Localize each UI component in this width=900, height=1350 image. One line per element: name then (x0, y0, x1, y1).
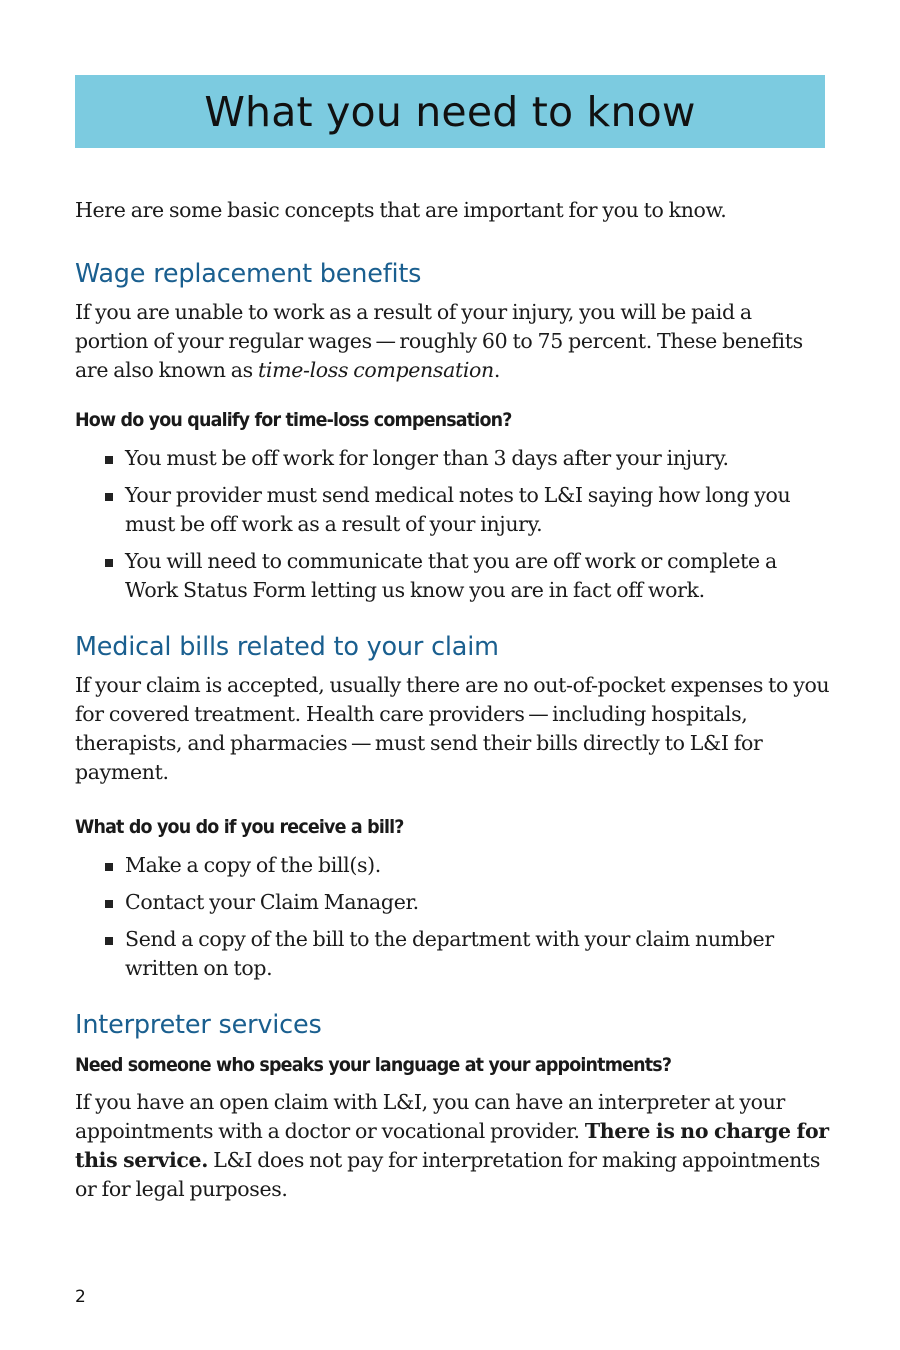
bullet-square-icon (105, 493, 113, 501)
bullet-square-icon (105, 456, 113, 464)
list-item: Contact your Claim Manager. (105, 888, 830, 917)
bullet-list-bill (105, 851, 830, 983)
list-item: You will need to communicate that you are off work or complete a Work Status Form letting us know you are in fact off work. (105, 547, 830, 605)
wage-paragraph: If you are unable to work as a result of your injury, you will be paid a portion of your regular wages — roughly 60 to 75 percent. These benefits are also known as time-loss compensation. (75, 300, 803, 382)
medical-paragraph: If your claim is accepted, usually there are no out-of-pocket expenses to you for covered treatment. Health care providers — including hospitals, therapists, and pharmacies — must send their bills directly to L&I for payment. (75, 673, 830, 784)
question-bill: What do you do if you receive a bill? (75, 816, 404, 838)
bullet-square-icon (105, 863, 113, 871)
list-item: Make a copy of the bill(s). (105, 851, 830, 880)
intro-paragraph: Here are some basic concepts that are important for you to know. (75, 198, 727, 222)
section-heading-wage: Wage replacement benefits (75, 259, 422, 289)
list-item: Your provider must send medical notes to L&I saying how long you must be off work as a result of your injury. (105, 481, 830, 539)
section-heading-medical: Medical bills related to your claim (75, 632, 499, 662)
interpreter-paragraph: If you have an open claim with L&I, you can have an interpreter at your appointments with a doctor or vocational provider. There is no charge for this service. L&I does not pay for interpretation for making appointments or for legal purposes. (75, 1090, 829, 1201)
bullet-list-time-loss (105, 444, 830, 605)
title-banner (75, 75, 825, 148)
list-item: You must be off work for longer than 3 days after your injury. (105, 444, 830, 473)
page-title: What you need to know (204, 87, 696, 136)
question-time-loss: How do you qualify for time-loss compensation? (75, 409, 512, 431)
bullet-square-icon (105, 900, 113, 908)
list-item: Send a copy of the bill to the department with your claim number written on top. (105, 925, 830, 983)
bullet-square-icon (105, 559, 113, 567)
bullet-square-icon (105, 937, 113, 945)
main-content (75, 196, 830, 1204)
page-number: 2 (75, 1287, 86, 1307)
question-interpreter: Need someone who speaks your language at your appointments? (75, 1054, 672, 1076)
section-heading-interpreter: Interpreter services (75, 1010, 322, 1040)
